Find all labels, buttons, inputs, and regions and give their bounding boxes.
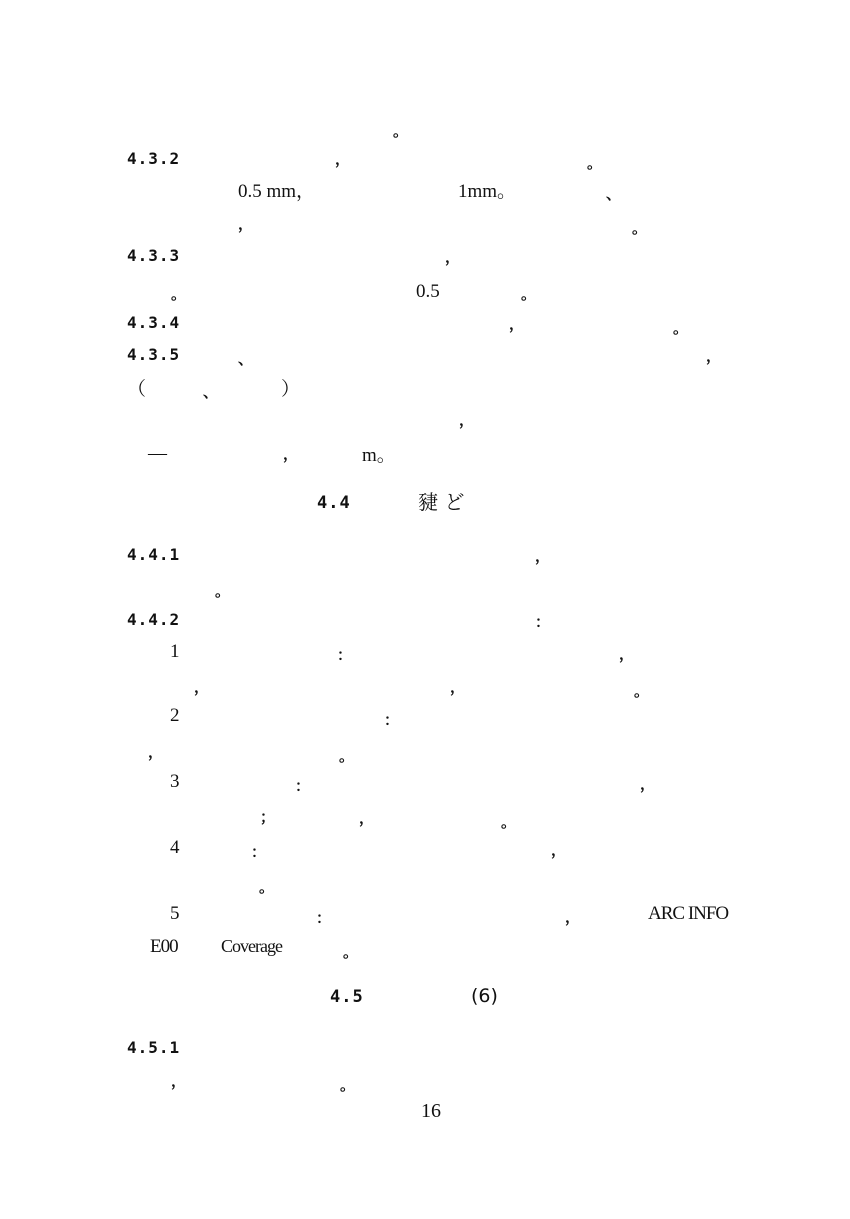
section-number: 4.4.2: [127, 610, 181, 629]
punct: ，: [171, 1072, 187, 1090]
punct: ：: [384, 711, 400, 729]
punct: 。: [215, 582, 231, 600]
punct: ；: [260, 808, 276, 826]
item-number: 5: [170, 903, 180, 924]
item-number: 2: [170, 705, 180, 726]
punct: ，: [551, 841, 567, 859]
punct: ，: [194, 678, 210, 696]
punct: 。: [393, 122, 409, 140]
section-number: 4.3.3: [127, 246, 181, 265]
item-number: 1: [170, 641, 180, 662]
punct: ：: [535, 613, 551, 631]
punct: ，: [706, 347, 722, 365]
punct: 。: [343, 943, 359, 961]
punct: ，: [445, 248, 461, 266]
section-heading-label: (6): [471, 985, 498, 1007]
paren-open: （: [127, 379, 147, 400]
dash: —: [148, 443, 167, 464]
punct: ，: [640, 775, 656, 793]
punct: 、: [606, 185, 622, 203]
format-name: E00: [150, 936, 178, 957]
punct: 。: [339, 747, 355, 765]
section-heading-number: 4.4: [317, 493, 351, 513]
punct: ，: [565, 908, 581, 926]
punct: 。: [340, 1076, 356, 1094]
format-name: Coverage: [221, 936, 282, 956]
punct: 。: [521, 285, 537, 303]
punct: 。: [171, 285, 187, 303]
punct: 、: [203, 383, 219, 401]
section-number: 4.3.4: [127, 313, 181, 332]
punct: 。: [673, 319, 689, 337]
value-text: 0.5: [416, 281, 440, 302]
punct: 、: [238, 350, 254, 368]
punct: ，: [450, 678, 466, 696]
page-number: 16: [421, 1100, 441, 1122]
punct: ：: [316, 909, 332, 927]
value-text: 1mm。: [458, 181, 517, 202]
punct: ，: [335, 150, 351, 168]
section-number: 4.3.2: [127, 149, 181, 168]
punct: ：: [337, 646, 353, 664]
section-number: 4.5.1: [127, 1038, 181, 1057]
value-text: 0.5 mm，: [238, 181, 316, 202]
section-number: 4.3.5: [127, 345, 181, 364]
punct: ：: [295, 777, 311, 795]
punct: 。: [634, 682, 650, 700]
punct: ，: [148, 743, 164, 761]
punct: 。: [259, 878, 275, 896]
section-heading-glyphs: 䝊 ど: [418, 490, 465, 514]
section-heading-number: 4.5: [330, 987, 364, 1007]
paren-close: ）: [281, 379, 301, 400]
punct: ，: [459, 411, 475, 429]
item-number: 4: [170, 837, 180, 858]
punct: ，: [619, 645, 635, 663]
punct: 。: [632, 219, 648, 237]
item-number: 3: [170, 771, 180, 792]
software-name: ARC INFO: [648, 903, 729, 924]
punct: 。: [501, 813, 517, 831]
punct: ：: [251, 843, 267, 861]
unit-text: m。: [362, 445, 396, 466]
punct: ，: [359, 809, 375, 827]
punct: ，: [283, 445, 299, 463]
section-number: 4.4.1: [127, 545, 181, 564]
punct: ，: [238, 215, 254, 233]
punct: ，: [535, 547, 551, 565]
punct: ，: [509, 315, 525, 333]
punct: 。: [587, 154, 603, 172]
